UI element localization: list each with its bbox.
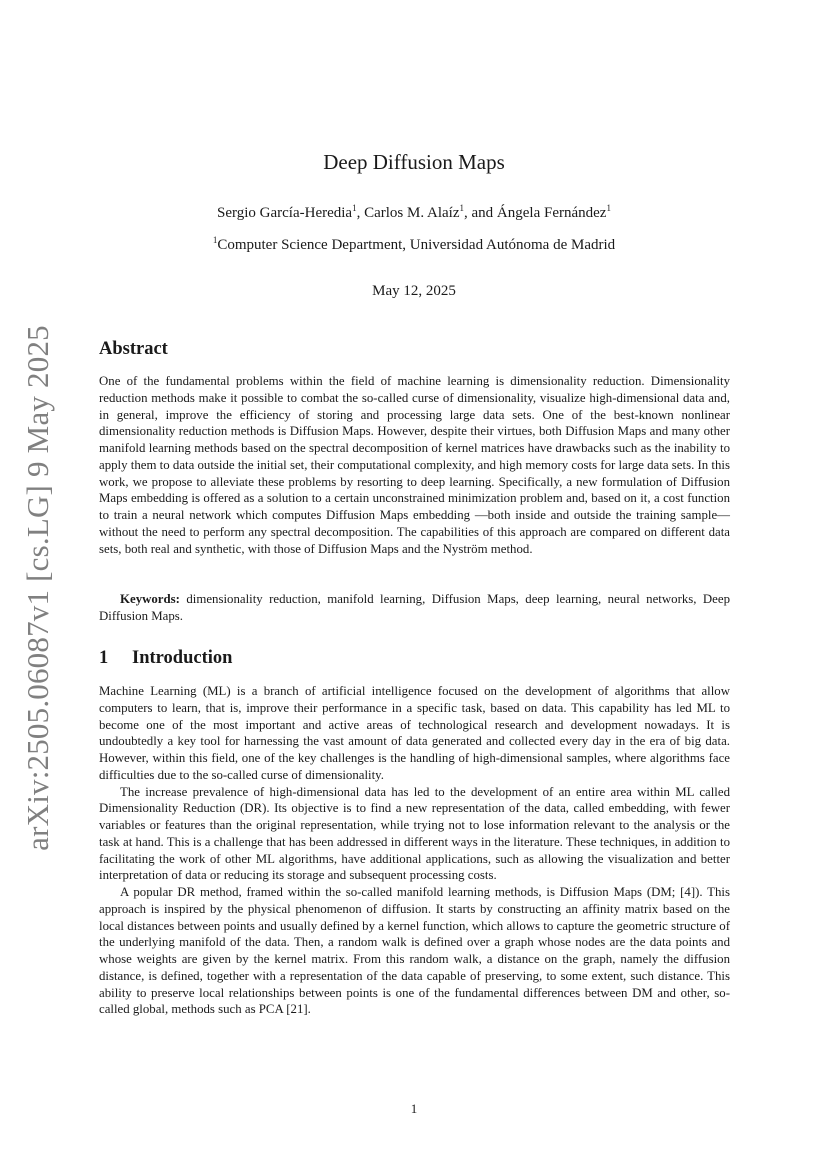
- author-name: Sergio García-Heredia: [217, 205, 353, 221]
- author-separator: , and: [464, 205, 497, 221]
- paragraph: A popular DR method, framed within the so-called manifold learning methods, is Diffusion Maps (DM; [4]). This approach is inspired by the physical phenomenon of diffusion. It starts by constructing an affinity matrix based on the local distances between points and usually defined by a kernel function, which allows to capture the geometric structure of the underlying manifold of the data. Then, a random walk is defined over a graph whose nodes are the data points and whose weights are given by the kernel matrix. From this random walk, a distance on the graph, namely the diffusion distance, is defined, together with a representation of the data capable of preserving, to some extent, such distance. This ability to preserve local relationships between points is one of the fundamental differences between DM and other, so-called global, methods such as PCA [21].: [99, 885, 730, 1017]
- abstract-body: One of the fundamental problems within the field of machine learning is dimensionality reduction. Dimensionality reduction methods make it possible to combat the so-called curse of dimensionality, visualize high-dimensional data and, in general, improve the efficiency of storing and processing large data sets. One of the best-known nonlinear dimensionality reduction methods is Diffusion Maps. However, despite their virtues, both Diffusion Maps and many other manifold learning methods based on the spectral decomposition of kernel matrices have drawbacks such as the inability to apply them to data outside the initial set, their computational complexity, and high memory costs for large data sets. In this work, we propose to alleviate these problems by resorting to deep learning. Specifically, a new formulation of Diffusion Maps embedding is offered as a solution to a certain unconstrained minimization problem and, based on it, a cost function to train a neural network which computes Diffusion Maps embedding —both inside and outside the training sample— without the need to perform any spectral decomposition. The capabilities of this approach are compared on different data sets, both real and synthetic, with those of Diffusion Maps and the Nyström method.: [99, 374, 730, 556]
- affiliation-mark: 1: [212, 235, 218, 245]
- section-heading-introduction: [99, 648, 232, 669]
- page-number: 1: [410, 1101, 418, 1116]
- affiliation: [0, 237, 828, 254]
- author-name: Carlos M. Alaíz: [364, 205, 460, 221]
- section-title: Introduction: [132, 648, 233, 668]
- affiliation-text: Computer Science Department, Universidad Autónoma de Madrid: [217, 237, 616, 253]
- keywords-text: dimensionality reduction, manifold learning, Diffusion Maps, deep learning, neural networks, Deep Diffusion Maps.: [99, 592, 730, 623]
- author-affiliation-mark: 1: [606, 203, 611, 213]
- publication-date: May 12, 2025: [372, 283, 456, 299]
- paper-title: Deep Diffusion Maps: [323, 150, 505, 174]
- author-affiliation-mark: 1: [352, 203, 357, 213]
- keywords: [99, 591, 730, 625]
- paragraph: Machine Learning (ML) is a branch of artificial intelligence focused on the development of algorithms that allow computers to learn, that is, improve their performance in a specific task, based on data. This capability has led ML to become one of the most important and active areas of technological research and development nowadays. It is undoubtedly a key tool for harnessing the vast amount of data generated and collected every day in the era of big data. However, within this field, one of the key challenges is the handling of high-dimensional samples, where algorithms face difficulties due to the so-called curse of dimensionality.: [99, 684, 730, 782]
- arxiv-identifier-text: arXiv:2505.06087v1 [cs.LG] 9 May 2025: [20, 325, 55, 851]
- author-list: [0, 205, 828, 222]
- introduction-body: [99, 683, 730, 1018]
- author-affiliation-mark: 1: [459, 203, 464, 213]
- section-number: 1: [99, 648, 109, 668]
- author-separator: ,: [356, 205, 365, 221]
- keywords-label: Keywords:: [120, 592, 180, 606]
- author-name: Ángela Fernández: [496, 205, 607, 221]
- paragraph: The increase prevalence of high-dimensional data has led to the development of an entire area within ML called Dimensionality Reduction (DR). Its objective is to find a new representation of the data, called embedding, with fewer variables or features than the original representation, while trying not to lose information relevant to the analysis or the task at hand. This is a challenge that has been addressed in different ways in the literature. These techniques, in addition to facilitating the work of other ML algorithms, have additional applications, such as allowing the visualization and better interpretation of data or reducing its storage and subsequent processing costs.: [99, 784, 730, 883]
- abstract-heading: Abstract: [99, 339, 168, 359]
